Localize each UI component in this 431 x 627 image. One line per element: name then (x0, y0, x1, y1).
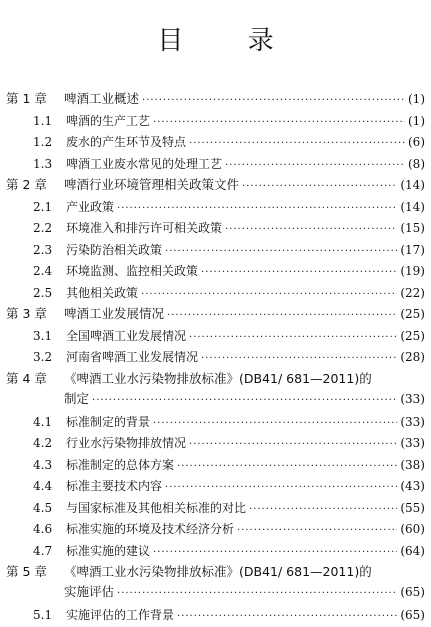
page-number: (15) (400, 221, 425, 235)
entry-title: 啤酒工业概述 (64, 91, 140, 106)
entry-title: 啤酒工业发展情况 (64, 306, 165, 321)
page-number: (17) (400, 242, 425, 257)
entry-line (66, 455, 425, 477)
entry-number: 3.2 (33, 350, 53, 364)
page-number: (19) (400, 264, 425, 278)
entry-number: 4.6 (33, 522, 53, 536)
toc-section-entry[interactable] (0, 541, 431, 561)
toc-section-entry[interactable] (0, 261, 431, 281)
page-number: (28) (400, 350, 425, 364)
page-number: (43) (400, 479, 425, 493)
dot-leader (177, 607, 397, 627)
toc-chapter-entry[interactable] (0, 89, 431, 109)
toc-section-entry[interactable] (0, 111, 431, 131)
entry-number: 2.3 (33, 242, 53, 257)
toc-section-entry[interactable] (0, 283, 431, 303)
entry-number: 第 5 章 (6, 564, 47, 579)
toc-section-entry[interactable] (0, 433, 431, 453)
entry-line (66, 132, 425, 154)
toc-section-entry[interactable] (0, 605, 431, 625)
entry-line (66, 218, 425, 240)
entry-line (66, 111, 425, 133)
toc-section-entry[interactable] (0, 347, 431, 367)
entry-number: 2.4 (33, 264, 53, 278)
entry-number: 1.2 (33, 135, 53, 149)
dot-leader (242, 177, 397, 197)
entry-line (64, 175, 425, 197)
toc-section-entry[interactable] (0, 498, 431, 518)
toc-section-entry[interactable] (0, 197, 431, 217)
dot-leader (237, 521, 397, 541)
page-number: (60) (400, 522, 425, 536)
entry-title: 实施评估的工作背景 (66, 608, 175, 622)
entry-title-line2 (64, 582, 425, 604)
entry-line (66, 261, 425, 283)
entry-number: 5.1 (33, 608, 53, 622)
dot-leader (249, 500, 397, 520)
page-number: (55) (400, 500, 425, 515)
entry-number: 4.4 (33, 479, 53, 493)
entry-title: 行业水污染物排放情况 (66, 436, 187, 450)
dot-leader (225, 156, 405, 176)
dot-leader (153, 414, 397, 434)
dot-leader (177, 457, 397, 477)
dot-leader (92, 391, 397, 411)
toc-section-entry[interactable] (0, 476, 431, 496)
entry-title: 啤酒行业环境管理相关政策文件 (64, 177, 240, 192)
entry-line (66, 412, 425, 434)
page-number: (38) (400, 457, 425, 472)
entry-line (66, 154, 425, 176)
entry-title-cont: 制定 (64, 390, 90, 406)
page-number: (25) (400, 328, 425, 343)
page-number: (1) (408, 113, 425, 128)
entry-title-cont: 实施评估 (64, 584, 115, 599)
entry-line (66, 347, 425, 369)
toc-chapter-entry[interactable] (0, 369, 431, 412)
entry-number: 4.1 (33, 414, 53, 429)
dot-leader (189, 134, 405, 154)
dot-leader (225, 220, 397, 240)
entry-title: 其他相关政策 (66, 285, 139, 300)
entry-line (66, 433, 425, 455)
entry-title: 环境准入和排污许可相关政策 (66, 221, 223, 235)
entry-title: 与国家标准及其他相关标准的对比 (66, 500, 247, 515)
entry-title-line2 (64, 389, 425, 411)
entry-number: 2.1 (33, 199, 53, 214)
entry-number: 第 3 章 (6, 306, 47, 321)
page-number: (8) (408, 156, 425, 171)
page-number: (65) (400, 608, 425, 622)
dot-leader (142, 91, 405, 111)
toc-section-entry[interactable] (0, 455, 431, 475)
entry-title-line1: 《啤酒工业水污染物排放标准》(DB41/ 681—2011)的 (64, 564, 372, 579)
entry-title: 产业政策 (66, 199, 115, 214)
entry-line (66, 605, 425, 627)
dot-leader (201, 349, 397, 369)
entry-line (66, 541, 425, 563)
dot-leader (117, 584, 397, 604)
entry-number: 1.3 (33, 156, 53, 171)
toc-section-entry[interactable] (0, 519, 431, 539)
page-number: (1) (408, 92, 425, 106)
entry-number: 第 2 章 (6, 177, 47, 192)
entry-title: 标准实施的建议 (66, 543, 151, 558)
toc-section-entry[interactable] (0, 218, 431, 238)
entry-line (64, 304, 425, 326)
dot-leader (153, 113, 405, 133)
entry-number: 3.1 (33, 328, 53, 343)
entry-line (66, 519, 425, 541)
entry-title: 标准制定的总体方案 (66, 457, 175, 472)
entry-line (66, 326, 425, 348)
dot-leader (117, 199, 397, 219)
entry-title: 标准实施的环境及技术经济分析 (66, 522, 235, 536)
entry-number: 4.7 (33, 543, 53, 558)
entry-line (66, 283, 425, 305)
entry-number: 第 4 章 (6, 370, 47, 386)
dot-leader (141, 285, 397, 305)
dot-leader (189, 435, 397, 455)
entry-title: 啤酒的生产工艺 (66, 113, 151, 128)
entry-number: 4.2 (33, 436, 53, 450)
dot-leader (167, 306, 397, 326)
toc-section-entry[interactable] (0, 326, 431, 346)
entry-title: 污染防治相关政策 (66, 242, 163, 257)
page-number: (65) (400, 585, 425, 599)
entry-number: 1.1 (33, 113, 53, 128)
toc-section-entry[interactable] (0, 154, 431, 174)
page-number: (33) (400, 436, 425, 450)
toc-chapter-entry[interactable] (0, 175, 431, 195)
page-number: (33) (400, 391, 425, 406)
entry-number: 第 1 章 (6, 91, 47, 106)
entry-line (66, 476, 425, 498)
entry-title: 河南省啤酒工业发展情况 (66, 350, 199, 364)
toc-chapter-entry[interactable] (0, 304, 431, 324)
entry-number: 4.5 (33, 500, 53, 515)
entry-line (66, 498, 425, 520)
page-number: (22) (400, 285, 425, 300)
entry-title: 环境监测、监控相关政策 (66, 264, 199, 278)
page-number: (64) (400, 543, 425, 558)
toc-chapter-entry[interactable] (0, 562, 431, 605)
toc-section-entry[interactable] (0, 132, 431, 152)
entry-line (66, 197, 425, 219)
dot-leader (189, 328, 397, 348)
entry-number: 4.3 (33, 457, 53, 472)
dot-leader (165, 242, 397, 262)
page-number: (6) (408, 135, 425, 149)
entry-title: 标准制定的背景 (66, 414, 151, 429)
entry-title-line1: 《啤酒工业水污染物排放标准》(DB41/ 681—2011)的 (64, 370, 372, 386)
dot-leader (153, 543, 397, 563)
entry-number: 2.2 (33, 221, 53, 235)
entry-line (66, 240, 425, 262)
entry-title: 废水的产生环节及特点 (66, 135, 187, 149)
toc-section-entry[interactable] (0, 240, 431, 260)
entry-line (64, 89, 425, 111)
page-number: (33) (400, 414, 425, 429)
toc-section-entry[interactable] (0, 412, 431, 432)
page-number: (14) (400, 199, 425, 214)
entry-number: 2.5 (33, 285, 53, 300)
entry-title: 标准主要技术内容 (66, 479, 163, 493)
page-number: (25) (400, 307, 425, 321)
page-number: (14) (400, 178, 425, 192)
dot-leader (201, 263, 397, 283)
page-title: 目 录 (157, 26, 302, 56)
dot-leader (165, 478, 397, 498)
entry-title: 啤酒工业废水常见的处理工艺 (66, 156, 223, 171)
entry-title: 全国啤酒工业发展情况 (66, 328, 187, 343)
